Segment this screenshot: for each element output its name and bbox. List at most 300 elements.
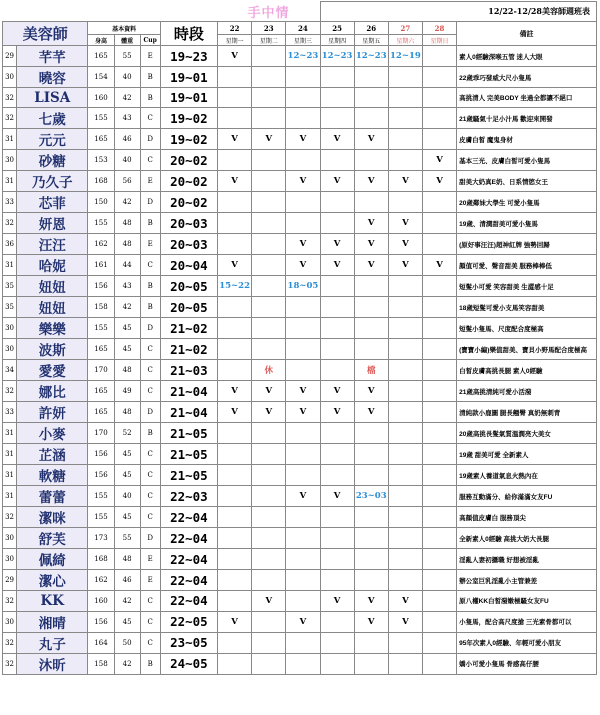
beautician-name: 蕾蕾 bbox=[17, 486, 88, 507]
row-age: 31 bbox=[3, 423, 17, 444]
weight-value: 40 bbox=[114, 150, 140, 171]
schedule-cell bbox=[388, 129, 422, 150]
beautician-name: 許妍 bbox=[17, 402, 88, 423]
weight-value: 42 bbox=[114, 88, 140, 108]
schedule-cell bbox=[286, 339, 320, 360]
schedule-cell bbox=[218, 234, 252, 255]
height-value: 158 bbox=[88, 653, 114, 674]
height-value: 160 bbox=[88, 591, 114, 611]
beautician-name: 舒芙 bbox=[17, 528, 88, 549]
beautician-name: 沐昕 bbox=[17, 653, 88, 674]
time-slot: 21~05 bbox=[160, 465, 217, 486]
schedule-cell bbox=[388, 67, 422, 88]
schedule-cell: V bbox=[388, 234, 422, 255]
weight-value: 48 bbox=[114, 360, 140, 381]
row-age: 32 bbox=[3, 108, 17, 129]
height-value: 155 bbox=[88, 486, 114, 507]
table-row bbox=[3, 234, 597, 255]
time-slot: 20~04 bbox=[160, 255, 217, 276]
note-cell: 嬌小可愛小隻馬 骨感高仔腰 bbox=[457, 653, 597, 674]
height-value: 161 bbox=[88, 255, 114, 276]
schedule-cell bbox=[422, 46, 456, 67]
cup-value: D bbox=[140, 402, 160, 423]
schedule-cell bbox=[388, 276, 422, 297]
schedule-cell: V bbox=[320, 381, 354, 402]
weight-value: 42 bbox=[114, 591, 140, 611]
schedule-cell bbox=[320, 653, 354, 674]
note-cell: 18歲短髮可愛小支馬笑容甜美 bbox=[457, 297, 597, 318]
schedule-cell bbox=[252, 192, 286, 213]
schedule-cell bbox=[218, 297, 252, 318]
schedule-cell: 15~22 bbox=[218, 276, 252, 297]
header-row-1 bbox=[3, 22, 597, 35]
table-row bbox=[3, 129, 597, 150]
schedule-cell bbox=[422, 528, 456, 549]
header-basic-info: 基本資料 bbox=[88, 22, 160, 35]
schedule-cell: V bbox=[286, 255, 320, 276]
schedule-cell bbox=[388, 528, 422, 549]
row-age: 31 bbox=[3, 171, 17, 192]
schedule-cell bbox=[286, 528, 320, 549]
schedule-cell bbox=[320, 465, 354, 486]
row-age: 35 bbox=[3, 276, 17, 297]
schedule-cell bbox=[218, 507, 252, 528]
note-cell: 素人0經驗深喉五管 迷人大眼 bbox=[457, 46, 597, 67]
schedule-cell bbox=[422, 108, 456, 129]
schedule-cell: V bbox=[354, 255, 388, 276]
row-age: 29 bbox=[3, 570, 17, 591]
time-slot: 20~02 bbox=[160, 171, 217, 192]
row-age: 32 bbox=[3, 632, 17, 653]
header-weekday: 星期三 bbox=[286, 35, 320, 46]
beautician-name: 芊芊 bbox=[17, 46, 88, 67]
schedule-cell bbox=[320, 528, 354, 549]
cup-value: C bbox=[140, 444, 160, 465]
row-age: 31 bbox=[3, 255, 17, 276]
height-value: 165 bbox=[88, 129, 114, 150]
schedule-cell bbox=[354, 570, 388, 591]
schedule-cell bbox=[388, 444, 422, 465]
table-row bbox=[3, 276, 597, 297]
weight-value: 40 bbox=[114, 486, 140, 507]
note-cell: 20歲高挑長髮氣質溫潤亮大美女 bbox=[457, 423, 597, 444]
schedule-cell bbox=[422, 465, 456, 486]
schedule-cell bbox=[286, 591, 320, 611]
schedule-cell bbox=[354, 339, 388, 360]
schedule-cell bbox=[252, 528, 286, 549]
schedule-cell bbox=[354, 88, 388, 108]
schedule-cell: 12~23 bbox=[286, 46, 320, 67]
schedule-cell: V bbox=[388, 213, 422, 234]
table-row bbox=[3, 171, 597, 192]
note-cell: 皮膚白皙 魔鬼身材 bbox=[457, 129, 597, 150]
header-date: 26 bbox=[354, 22, 388, 35]
schedule-cell bbox=[218, 108, 252, 129]
table-row bbox=[3, 653, 597, 674]
time-slot: 23~05 bbox=[160, 632, 217, 653]
schedule-cell bbox=[286, 423, 320, 444]
table-row bbox=[3, 444, 597, 465]
schedule-cell bbox=[354, 276, 388, 297]
beautician-name: 砂糖 bbox=[17, 150, 88, 171]
beautician-name: 七歲 bbox=[17, 108, 88, 129]
schedule-cell bbox=[286, 150, 320, 171]
weight-value: 55 bbox=[114, 46, 140, 67]
time-slot: 20~03 bbox=[160, 213, 217, 234]
schedule-cell bbox=[388, 465, 422, 486]
note-cell: 短髮小隻馬、尺度配合度極高 bbox=[457, 318, 597, 339]
height-value: 173 bbox=[88, 528, 114, 549]
schedule-cell bbox=[422, 381, 456, 402]
weight-value: 45 bbox=[114, 507, 140, 528]
table-row bbox=[3, 632, 597, 653]
schedule-cell bbox=[422, 192, 456, 213]
weight-value: 49 bbox=[114, 381, 140, 402]
beautician-name: 元元 bbox=[17, 129, 88, 150]
schedule-cell: V bbox=[422, 171, 456, 192]
schedule-cell: V bbox=[320, 591, 354, 611]
header-date: 23 bbox=[252, 22, 286, 35]
schedule-cell bbox=[422, 297, 456, 318]
note-cell: 顏值可愛、聲音甜美 服務棒棒低 bbox=[457, 255, 597, 276]
schedule-cell bbox=[354, 318, 388, 339]
schedule-cell bbox=[252, 486, 286, 507]
height-value: 156 bbox=[88, 611, 114, 632]
beautician-name: 湘晴 bbox=[17, 611, 88, 632]
table-row bbox=[3, 507, 597, 528]
schedule-cell: V bbox=[286, 611, 320, 632]
table-row bbox=[3, 297, 597, 318]
schedule-cell bbox=[388, 150, 422, 171]
weight-value: 48 bbox=[114, 213, 140, 234]
time-slot: 19~02 bbox=[160, 108, 217, 129]
schedule-cell bbox=[218, 465, 252, 486]
schedule-cell: V bbox=[354, 402, 388, 423]
schedule-cell bbox=[286, 67, 320, 88]
time-slot: 22~05 bbox=[160, 611, 217, 632]
row-age: 32 bbox=[3, 88, 17, 108]
note-cell: 短髮小可愛 笑容甜美 生澀感十足 bbox=[457, 276, 597, 297]
height-value: 165 bbox=[88, 46, 114, 67]
table-row bbox=[3, 318, 597, 339]
cup-value: C bbox=[140, 507, 160, 528]
beautician-name: 芷涵 bbox=[17, 444, 88, 465]
schedule-cell bbox=[252, 297, 286, 318]
height-value: 155 bbox=[88, 108, 114, 129]
schedule-cell bbox=[218, 423, 252, 444]
note-cell: 服務互動滿分、給你滿滿女友FU bbox=[457, 486, 597, 507]
height-value: 165 bbox=[88, 381, 114, 402]
header-weight: 體重 bbox=[114, 35, 140, 46]
schedule-cell bbox=[252, 234, 286, 255]
note-cell: 21歲騷氣十足小汁馬 歡迎來開發 bbox=[457, 108, 597, 129]
weight-value: 42 bbox=[114, 297, 140, 318]
time-slot: 21~02 bbox=[160, 318, 217, 339]
schedule-cell bbox=[286, 653, 320, 674]
height-value: 150 bbox=[88, 192, 114, 213]
beautician-name: 丸子 bbox=[17, 632, 88, 653]
height-value: 154 bbox=[88, 67, 114, 88]
schedule-cell bbox=[354, 108, 388, 129]
schedule-cell: V bbox=[218, 129, 252, 150]
header-time-slot: 時段 bbox=[160, 22, 217, 46]
schedule-cell bbox=[252, 276, 286, 297]
beautician-name: 小麥 bbox=[17, 423, 88, 444]
weight-value: 43 bbox=[114, 108, 140, 129]
schedule-cell bbox=[388, 486, 422, 507]
note-cell: 白皙皮膚高挑長腿 素人0經驗 bbox=[457, 360, 597, 381]
table-row bbox=[3, 402, 597, 423]
cup-value: C bbox=[140, 632, 160, 653]
table-row bbox=[3, 67, 597, 88]
schedule-cell bbox=[388, 507, 422, 528]
time-slot: 20~03 bbox=[160, 234, 217, 255]
schedule-cell: V bbox=[286, 402, 320, 423]
beautician-name: KK bbox=[17, 591, 88, 611]
weight-value: 48 bbox=[114, 234, 140, 255]
schedule-cell bbox=[422, 339, 456, 360]
row-age: 30 bbox=[3, 528, 17, 549]
weight-value: 50 bbox=[114, 632, 140, 653]
row-age: 30 bbox=[3, 611, 17, 632]
row-age: 32 bbox=[3, 507, 17, 528]
header-date: 25 bbox=[320, 22, 354, 35]
schedule-cell bbox=[252, 611, 286, 632]
header-notes: 備註 bbox=[457, 22, 597, 46]
schedule-cell bbox=[388, 549, 422, 570]
cup-value: E bbox=[140, 234, 160, 255]
schedule-cell: 12~23 bbox=[320, 46, 354, 67]
cup-value: D bbox=[140, 318, 160, 339]
weight-value: 48 bbox=[114, 402, 140, 423]
schedule-cell bbox=[422, 234, 456, 255]
schedule-cell: V bbox=[320, 402, 354, 423]
note-cell: 甜美大奶真E奶、日系情慾女王 bbox=[457, 171, 597, 192]
cup-value: C bbox=[140, 465, 160, 486]
height-value: 164 bbox=[88, 632, 114, 653]
beautician-name: 波斯 bbox=[17, 339, 88, 360]
weight-value: 45 bbox=[114, 339, 140, 360]
schedule-cell bbox=[422, 88, 456, 108]
schedule-cell bbox=[388, 402, 422, 423]
row-age: 31 bbox=[3, 129, 17, 150]
schedule-cell bbox=[320, 339, 354, 360]
time-slot: 24~05 bbox=[160, 653, 217, 674]
schedule-cell bbox=[354, 507, 388, 528]
schedule-cell bbox=[252, 549, 286, 570]
cup-value: C bbox=[140, 611, 160, 632]
schedule-cell bbox=[218, 486, 252, 507]
schedule-cell bbox=[320, 150, 354, 171]
note-cell: 19歲素人養道氣息火熱內在 bbox=[457, 465, 597, 486]
schedule-cell bbox=[286, 360, 320, 381]
schedule-cell bbox=[252, 444, 286, 465]
height-value: 168 bbox=[88, 171, 114, 192]
header-date: 28 bbox=[422, 22, 456, 35]
schedule-cell bbox=[252, 46, 286, 67]
time-slot: 19~23 bbox=[160, 46, 217, 67]
cup-value: C bbox=[140, 339, 160, 360]
beautician-name: 妞妞 bbox=[17, 297, 88, 318]
row-age: 30 bbox=[3, 549, 17, 570]
note-cell: (原好事汪汪)超神紅牌 強勢回歸 bbox=[457, 234, 597, 255]
schedule-cell bbox=[286, 507, 320, 528]
time-slot: 20~02 bbox=[160, 192, 217, 213]
schedule-cell bbox=[218, 591, 252, 611]
note-cell: 清純款小鹿圖 腿長翹臀 真奶無刺青 bbox=[457, 402, 597, 423]
table-row bbox=[3, 486, 597, 507]
cup-value: C bbox=[140, 360, 160, 381]
header-cup: Cup bbox=[140, 35, 160, 46]
schedule-cell bbox=[388, 360, 422, 381]
table-row bbox=[3, 213, 597, 234]
schedule-cell bbox=[218, 549, 252, 570]
cup-value: D bbox=[140, 528, 160, 549]
schedule-cell bbox=[422, 213, 456, 234]
schedule-cell bbox=[252, 150, 286, 171]
schedule-cell: V bbox=[354, 129, 388, 150]
note-cell: 小隻馬，配合高尺度搶 三光素骨都可以 bbox=[457, 611, 597, 632]
schedule-cell: V bbox=[286, 486, 320, 507]
schedule-cell: V bbox=[218, 611, 252, 632]
schedule-cell bbox=[320, 192, 354, 213]
schedule-cell bbox=[286, 318, 320, 339]
height-value: 153 bbox=[88, 150, 114, 171]
header-weekday: 星期日 bbox=[422, 35, 456, 46]
row-age: 30 bbox=[3, 339, 17, 360]
schedule-cell: 休 bbox=[252, 360, 286, 381]
cup-value: E bbox=[140, 549, 160, 570]
cup-value: E bbox=[140, 171, 160, 192]
table-row bbox=[3, 46, 597, 67]
height-value: 158 bbox=[88, 297, 114, 318]
schedule-cell: V bbox=[422, 150, 456, 171]
schedule-cell: V bbox=[286, 234, 320, 255]
header-weekday: 星期二 bbox=[252, 35, 286, 46]
weight-value: 46 bbox=[114, 129, 140, 150]
schedule-cell bbox=[286, 549, 320, 570]
header-weekday: 星期一 bbox=[218, 35, 252, 46]
cup-value: B bbox=[140, 423, 160, 444]
schedule-cell bbox=[252, 507, 286, 528]
weight-value: 45 bbox=[114, 318, 140, 339]
cup-value: B bbox=[140, 297, 160, 318]
schedule-cell bbox=[320, 423, 354, 444]
weight-value: 44 bbox=[114, 255, 140, 276]
note-cell: 原八權KK白皙潑嫩極騷女友FU bbox=[457, 591, 597, 611]
schedule-cell: V bbox=[218, 46, 252, 67]
schedule-cell bbox=[286, 108, 320, 129]
schedule-cell bbox=[354, 653, 388, 674]
schedule-cell bbox=[422, 402, 456, 423]
time-slot: 22~04 bbox=[160, 591, 217, 611]
schedule-cell bbox=[422, 276, 456, 297]
beautician-name: 妍恩 bbox=[17, 213, 88, 234]
header-beautician: 美容師 bbox=[3, 22, 88, 46]
schedule-cell bbox=[422, 67, 456, 88]
schedule-cell: V bbox=[354, 591, 388, 611]
beautician-name: LISA bbox=[17, 88, 88, 108]
beautician-name: 軟糖 bbox=[17, 465, 88, 486]
table-row bbox=[3, 255, 597, 276]
schedule-cell bbox=[286, 192, 320, 213]
row-age: 31 bbox=[3, 465, 17, 486]
note-cell: 19歲 甜美可愛 全新素人 bbox=[457, 444, 597, 465]
schedule-cell: V bbox=[354, 381, 388, 402]
height-value: 160 bbox=[88, 88, 114, 108]
schedule-cell bbox=[218, 150, 252, 171]
schedule-cell bbox=[218, 88, 252, 108]
schedule-cell bbox=[388, 339, 422, 360]
row-age: 32 bbox=[3, 381, 17, 402]
schedule-cell: V bbox=[354, 171, 388, 192]
beautician-name: 樂樂 bbox=[17, 318, 88, 339]
schedule-cell: V bbox=[354, 234, 388, 255]
schedule-cell bbox=[252, 570, 286, 591]
schedule-cell bbox=[218, 339, 252, 360]
schedule-cell bbox=[354, 423, 388, 444]
row-age: 36 bbox=[3, 234, 17, 255]
schedule-cell bbox=[388, 108, 422, 129]
schedule-cell: V bbox=[388, 255, 422, 276]
time-slot: 22~04 bbox=[160, 549, 217, 570]
row-age: 33 bbox=[3, 192, 17, 213]
schedule-cell bbox=[422, 129, 456, 150]
schedule-cell: V bbox=[320, 486, 354, 507]
row-age: 31 bbox=[3, 486, 17, 507]
schedule-cell bbox=[388, 192, 422, 213]
weight-value: 40 bbox=[114, 67, 140, 88]
table-row bbox=[3, 465, 597, 486]
schedule-cell bbox=[388, 88, 422, 108]
weight-value: 45 bbox=[114, 611, 140, 632]
weight-value: 56 bbox=[114, 171, 140, 192]
schedule-cell bbox=[422, 632, 456, 653]
cup-value: E bbox=[140, 46, 160, 67]
cup-value: C bbox=[140, 108, 160, 129]
page-title: 12/22-12/28美容師週班表 bbox=[320, 2, 597, 22]
note-cell: 高挑清人 完美BODY 坐過全都讓不絕口 bbox=[457, 88, 597, 108]
schedule-cell: V bbox=[252, 129, 286, 150]
schedule-cell bbox=[388, 381, 422, 402]
schedule-cell: V bbox=[218, 402, 252, 423]
table-row bbox=[3, 591, 597, 611]
schedule-cell bbox=[422, 423, 456, 444]
schedule-cell bbox=[354, 192, 388, 213]
schedule-cell bbox=[218, 213, 252, 234]
schedule-cell bbox=[218, 67, 252, 88]
schedule-cell bbox=[422, 360, 456, 381]
row-age: 35 bbox=[3, 297, 17, 318]
schedule-cell: V bbox=[320, 234, 354, 255]
row-age: 29 bbox=[3, 46, 17, 67]
row-age: 32 bbox=[3, 653, 17, 674]
schedule-cell bbox=[252, 632, 286, 653]
schedule-cell bbox=[388, 570, 422, 591]
schedule-cell: V bbox=[218, 381, 252, 402]
beautician-name: 潔心 bbox=[17, 570, 88, 591]
schedule-cell bbox=[252, 67, 286, 88]
note-cell: 95年次素人0經驗、年輕可愛小朋友 bbox=[457, 632, 597, 653]
cup-value: D bbox=[140, 192, 160, 213]
schedule-cell bbox=[354, 632, 388, 653]
height-value: 156 bbox=[88, 465, 114, 486]
time-slot: 20~02 bbox=[160, 150, 217, 171]
beautician-name: 潔咪 bbox=[17, 507, 88, 528]
weight-value: 48 bbox=[114, 549, 140, 570]
cup-value: C bbox=[140, 591, 160, 611]
weight-value: 45 bbox=[114, 465, 140, 486]
